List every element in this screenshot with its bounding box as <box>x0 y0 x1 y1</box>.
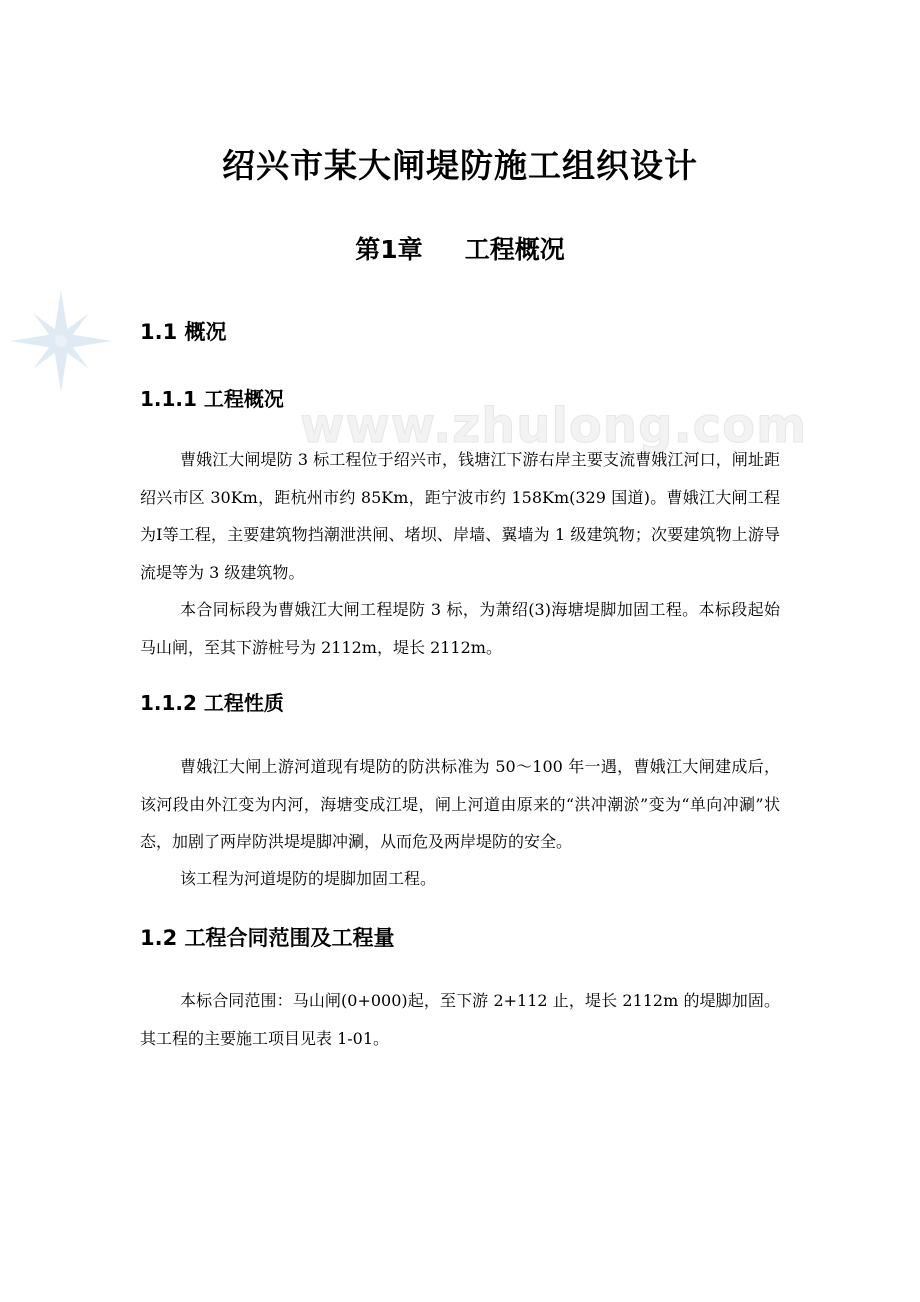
chapter-title <box>0 232 920 268</box>
paragraph-contract-section: 本合同标段为曹娥江大闸工程堤防 3 标，为萧绍(3)海塘堤脚加固工程。本标段起始马山闸，至其下游桩号为 2112m，堤长 2112m。 <box>140 600 780 657</box>
paragraph-project-location: 曹娥江大闸堤防 3 标工程位于绍兴市，钱塘江下游右岸主要支流曹娥江河口，闸址距绍兴市区 30Km，距杭州市约 85Km，距宁波市约 158Km(329 国道)。曹娥江大闸工程为Ⅰ等工程，主要建筑物挡潮泄洪闸、堵坝、岸墙、翼墙为 1 级建筑物；次要建筑物上游导流堤等为 3 级建筑物。 <box>140 450 780 582</box>
chapter-number: 第1章 <box>355 235 423 264</box>
snowflake-watermark-icon <box>8 288 114 394</box>
paragraph-contract-scope: 本标合同范围：马山闸(0+000)起，至下游 2+112 止，堤长 2112m 的堤脚加固。其工程的主要施工项目见表 1-01。 <box>140 991 780 1048</box>
section-heading-1-2: 1.2 工程合同范围及工程量 <box>140 926 395 950</box>
site-watermark: www.zhulong.com <box>300 398 808 454</box>
paragraph-reinforcement: 该工程为河道堤防的堤脚加固工程。 <box>180 869 437 888</box>
chapter-name: 工程概况 <box>464 235 565 264</box>
subsection-heading-1-1-1: 1.1.1 工程概况 <box>140 387 284 411</box>
document-title: 绍兴市某大闸堤防施工组织设计 <box>222 146 698 185</box>
subsection-heading-1-1-2: 1.1.2 工程性质 <box>140 691 284 715</box>
paragraph-project-nature: 曹娥江大闸上游河道现有堤防的防洪标准为 50～100 年一遇，曹娥江大闸建成后，该河段由外江变为内河，海塘变成江堤，闸上河道由原来的“洪冲潮淤”变为“单向冲涮”状态，加剧了两岸防洪堤堤脚冲涮，从而危及两岸堤防的安全。 <box>140 757 780 851</box>
section-heading-1-1: 1.1 概况 <box>140 320 227 344</box>
